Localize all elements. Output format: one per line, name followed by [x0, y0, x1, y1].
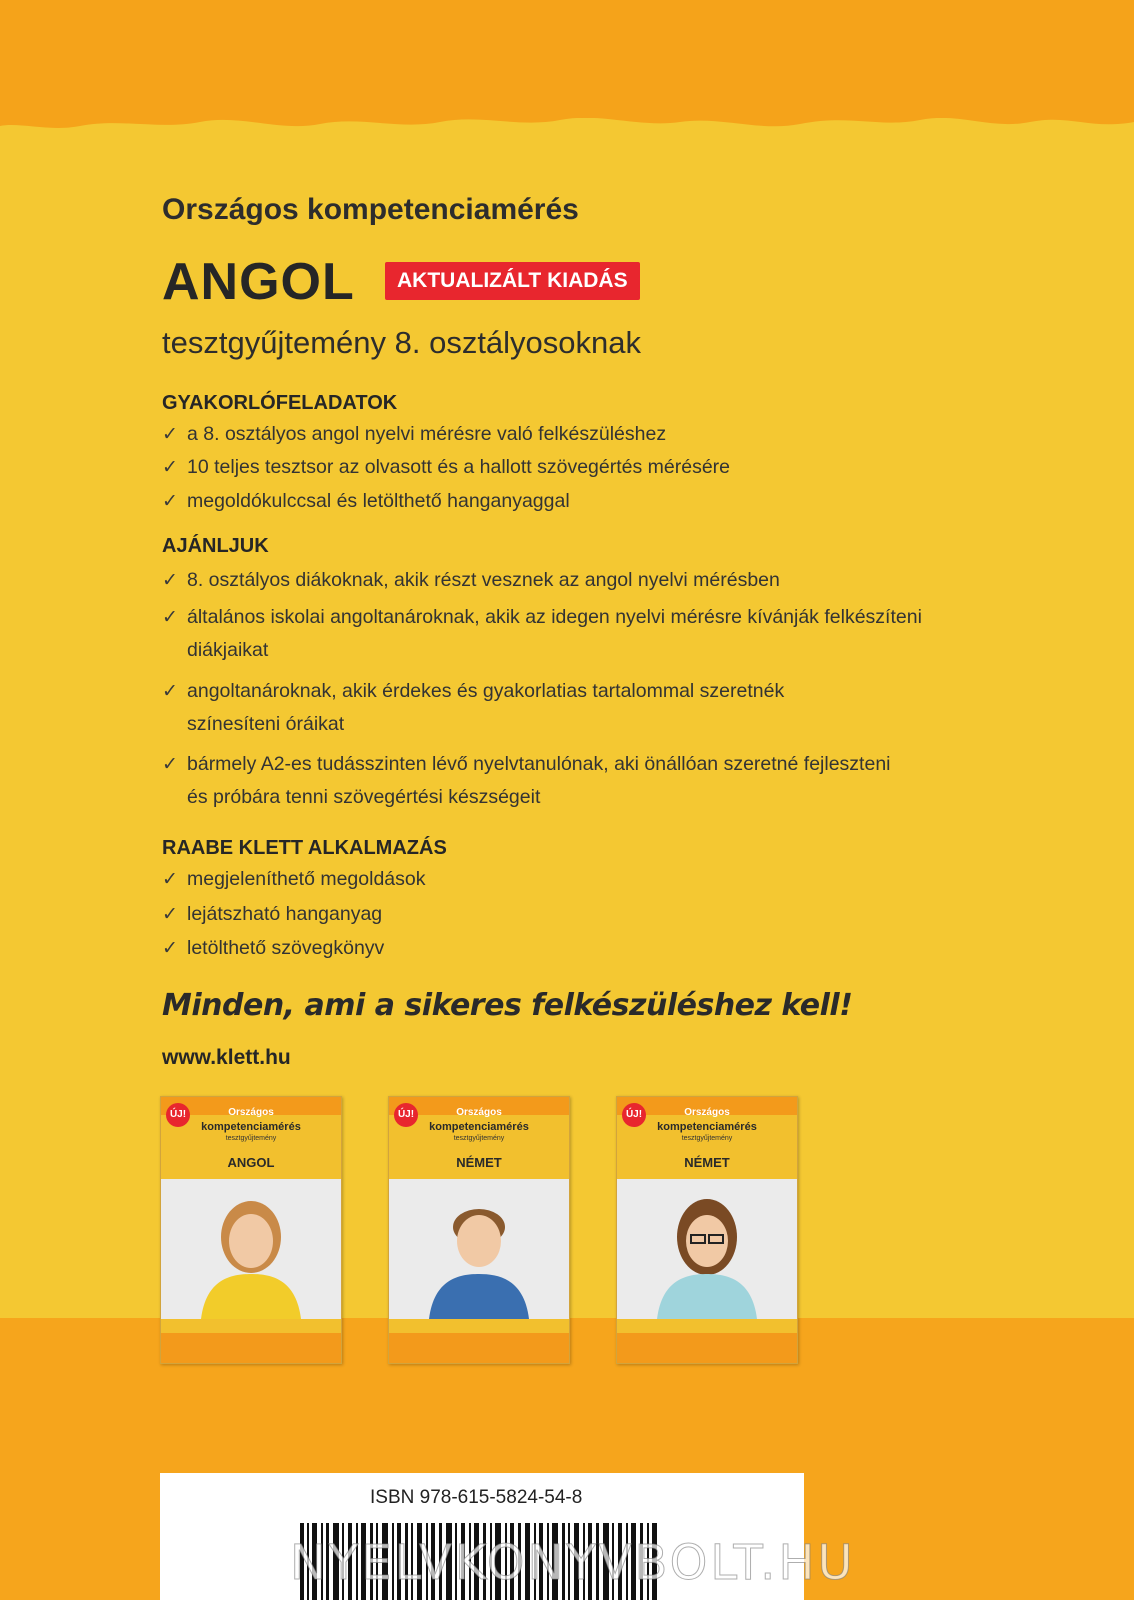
- check-icon: ✓: [162, 491, 178, 512]
- list-item: ✓ letölthető szövegkönyv: [162, 932, 982, 965]
- edition-badge: AKTUALIZÁLT KIADÁS: [385, 262, 640, 300]
- check-icon: ✓: [162, 570, 178, 591]
- check-icon: ✓: [162, 424, 178, 445]
- isbn-number: ISBN 978-615-5824-54-8: [370, 1487, 583, 1508]
- new-badge: ÚJ!: [166, 1103, 190, 1127]
- student-photo: [389, 1179, 569, 1319]
- subtitle: Országos kompetenciamérés: [162, 193, 579, 226]
- check-icon: ✓: [162, 938, 178, 959]
- list-item: ✓ bármely A2-es tudásszinten lévő nyelvtanulónak, aki önállóan szeretné fejleszteni és próbára tenni szövegértési készségeit: [162, 748, 982, 814]
- section-heading-app: RAABE KLETT ALKALMAZÁS: [162, 837, 447, 859]
- slogan: Minden, ami a sikeres felkészüléshez kell!: [162, 988, 853, 1023]
- book-title: ANGOL: [162, 253, 355, 311]
- check-icon: ✓: [162, 904, 178, 925]
- book-thumbnail-nemet-6: ÚJ! Országos kompetenciamérés tesztgyűjtemény NÉMET: [388, 1096, 570, 1364]
- check-icon: ✓: [162, 457, 178, 478]
- student-photo: [617, 1179, 797, 1319]
- book-thumbnail-nemet-8: ÚJ! Országos kompetenciamérés tesztgyűjtemény NÉMET: [616, 1096, 798, 1364]
- book-language: NÉMET: [456, 1155, 502, 1170]
- check-icon: ✓: [162, 681, 178, 702]
- check-icon: ✓: [162, 607, 178, 628]
- list-item: ✓ lejátszható hanganyag: [162, 898, 982, 931]
- description: tesztgyűjtemény 8. osztályosoknak: [162, 325, 642, 360]
- list-item: ✓ 10 teljes tesztsor az olvasott és a hallott szövegértés mérésére: [162, 451, 982, 484]
- watermark: NYELVKONYVBOLT.HU: [290, 1535, 856, 1591]
- list-item: ✓ a 8. osztályos angol nyelvi mérésre való felkészüléshez: [162, 418, 982, 451]
- book-language: NÉMET: [684, 1155, 730, 1170]
- website-link[interactable]: www.klett.hu: [162, 1046, 291, 1069]
- list-item: ✓ megjeleníthető megoldások: [162, 863, 982, 896]
- section-heading-practice: GYAKORLÓFELADATOK: [162, 392, 398, 414]
- list-item: ✓ 8. osztályos diákoknak, akik részt vesznek az angol nyelvi mérésben: [162, 564, 982, 597]
- check-icon: ✓: [162, 754, 178, 775]
- new-badge: ÚJ!: [622, 1103, 646, 1127]
- new-badge: ÚJ!: [394, 1103, 418, 1127]
- list-item: ✓ megoldókulccsal és letölthető hanganyaggal: [162, 485, 982, 518]
- student-photo: [161, 1179, 341, 1319]
- section-heading-recommend: AJÁNLJUK: [162, 535, 269, 557]
- book-thumbnail-angol: ÚJ! Országos kompetenciamérés tesztgyűjtemény ANGOL: [160, 1096, 342, 1364]
- list-item: ✓ angoltanároknak, akik érdekes és gyakorlatias tartalommal szeretnék színesíteni óráikat: [162, 675, 982, 741]
- list-item: ✓ általános iskolai angoltanároknak, akik az idegen nyelvi mérésre kívánják felkészíteni diákjaikat: [162, 601, 982, 667]
- check-icon: ✓: [162, 869, 178, 890]
- book-language: ANGOL: [227, 1155, 275, 1170]
- drip-decoration: [0, 100, 1134, 160]
